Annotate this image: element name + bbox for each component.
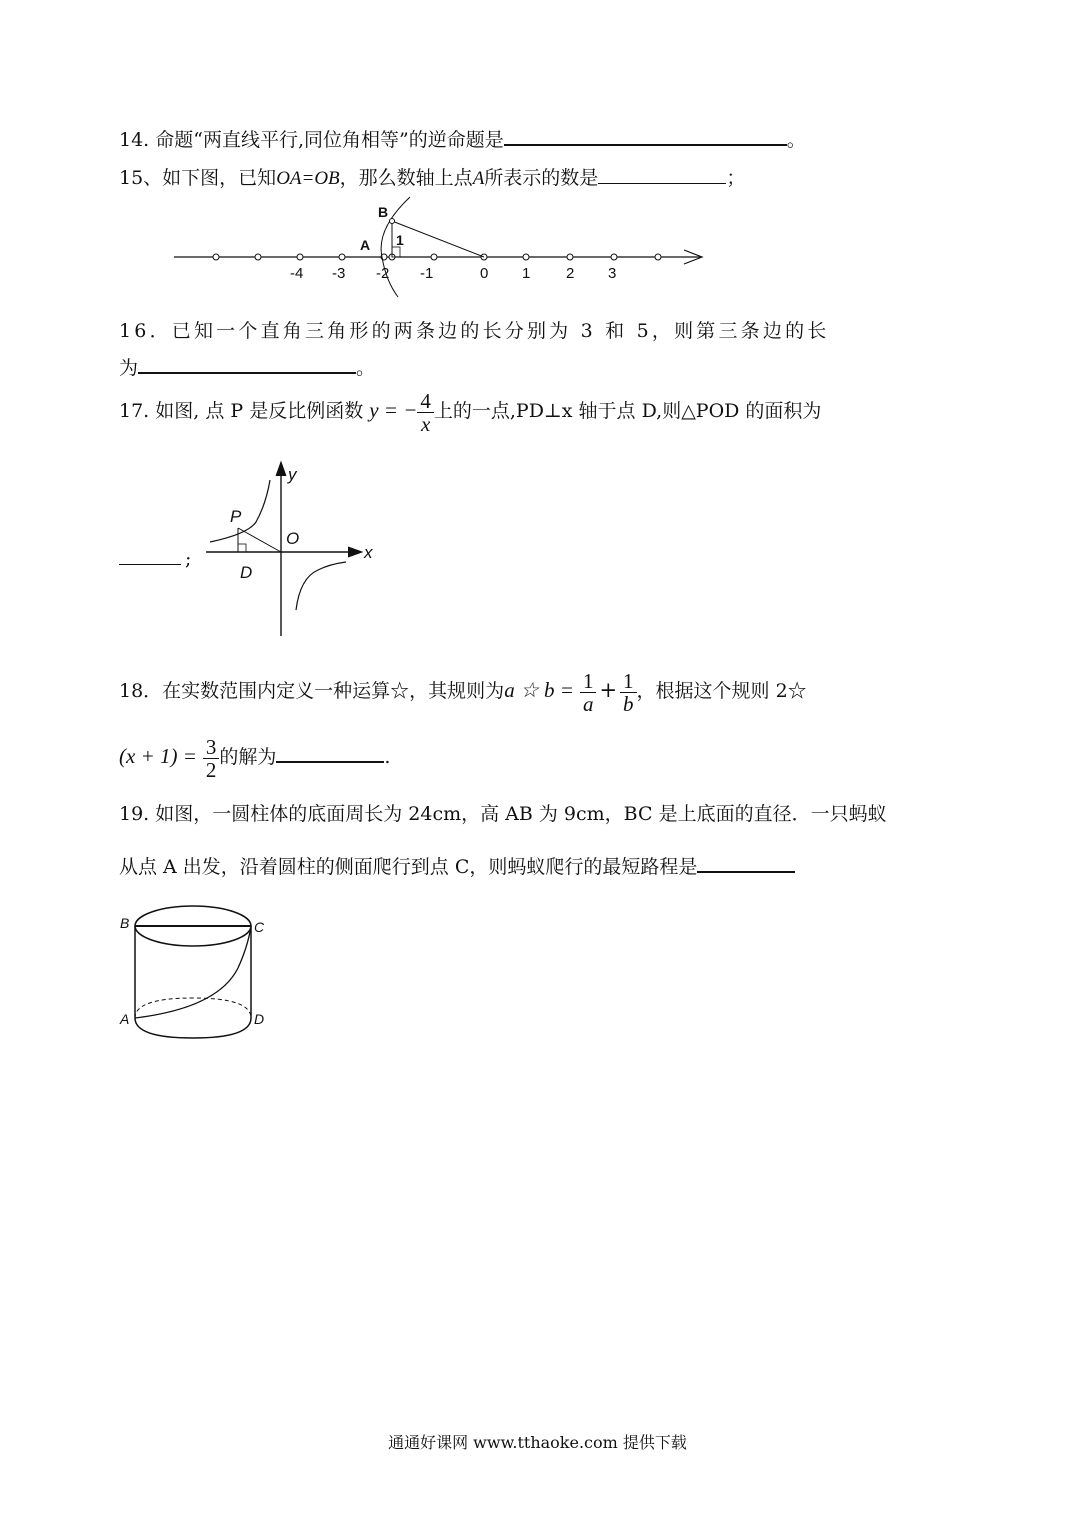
question-16-line1: 16．已知一个直角三角形的两条边的长分别为 3 和 5，则第三条边的长 xyxy=(119,320,830,342)
question-14 xyxy=(119,124,806,153)
label-D: D xyxy=(240,563,253,582)
fraction-numerator: 1 xyxy=(620,670,637,693)
question-19-cont xyxy=(119,851,795,880)
question-19-line1: 19. 如图，一圆柱体的底面周长为 24cm，高 AB 为 9cm，BC 是上底面的直径．一只蚂蚁 xyxy=(119,803,887,825)
question-15-end: ； xyxy=(726,167,746,189)
tick-label: -1 xyxy=(420,265,434,282)
question-18-line2-suffix: 的解为 xyxy=(219,746,277,768)
label-y: y xyxy=(288,465,297,484)
answer-blank-15 xyxy=(598,163,726,184)
question-19 xyxy=(119,801,887,827)
question-15 xyxy=(119,163,745,192)
question-15-prefix: 15、如下图，已知 xyxy=(119,167,277,189)
tick-label: 1 xyxy=(522,265,531,282)
question-19-line2: 从点 A 出发，沿着圆柱的侧面爬行到点 C，则蚂蚁爬行的最短路程是 xyxy=(119,856,698,878)
operation-lhs: a ☆ b = xyxy=(504,678,574,702)
fraction-numerator: 4 xyxy=(417,390,434,413)
label-D: D xyxy=(254,1011,265,1027)
bottom-front-arc xyxy=(135,1018,251,1038)
question-16 xyxy=(119,318,829,344)
question-18-suffix: ，根据这个规则 2☆ xyxy=(636,680,807,702)
point-B xyxy=(390,219,395,224)
label-O: O xyxy=(286,529,300,548)
fraction-3-over-2 xyxy=(203,736,220,781)
answer-blank-16 xyxy=(138,352,356,374)
question-16-line2: 为 xyxy=(119,357,139,379)
label-1: 1 xyxy=(396,232,404,248)
question-18-prefix: 18．在实数范围内定义一种运算☆，其规则为 xyxy=(119,680,505,702)
x-axis-arrow-icon xyxy=(348,547,362,557)
fraction-1-over-b xyxy=(620,670,637,715)
label-P: P xyxy=(230,507,242,526)
fraction-denominator: b xyxy=(623,691,634,716)
tick-label: 2 xyxy=(566,265,575,282)
label-B: B xyxy=(120,915,130,931)
segment-OB xyxy=(392,221,484,257)
question-17 xyxy=(119,384,821,437)
question-16-cont xyxy=(119,352,375,381)
equation-lhs: (x + 1) = xyxy=(119,744,197,768)
question-15-condition: OA=OB xyxy=(276,168,340,189)
answer-blank-19 xyxy=(697,851,795,873)
function-lhs: y = − xyxy=(369,398,418,422)
function-fraction xyxy=(417,390,434,435)
question-14-text: 14. 命题“两直线平行,同位角相等”的逆命题是 xyxy=(119,129,504,151)
fraction-denominator: x xyxy=(420,411,431,436)
fraction-numerator: 1 xyxy=(580,670,597,693)
tick-label: -4 xyxy=(290,265,304,282)
number-line-figure xyxy=(170,195,710,300)
answer-blank-17 xyxy=(119,544,181,565)
fraction-numerator: 3 xyxy=(203,736,220,759)
answer-blank-18 xyxy=(276,741,384,763)
y-axis-arrow-icon xyxy=(276,462,286,476)
cylinder-figure xyxy=(118,898,263,1038)
question-17-prefix: 17. 如图, 点 P 是反比例函数 xyxy=(119,400,364,422)
question-18-end: . xyxy=(384,746,391,768)
answer-blank-14 xyxy=(504,124,787,146)
tick-label: -3 xyxy=(332,265,346,282)
question-14-end: 。 xyxy=(786,129,806,151)
label-A: A xyxy=(360,237,371,253)
plus-sign: + xyxy=(599,678,618,702)
question-15-suffix: 所表示的数是 xyxy=(484,167,599,189)
tick-label: 0 xyxy=(480,265,489,282)
question-17-suffix: 上的一点,PD⊥x 轴于点 D,则△POD 的面积为 xyxy=(433,400,822,422)
question-16-end: 。 xyxy=(356,357,376,379)
question-17-answer xyxy=(119,544,191,572)
hyperbola-figure xyxy=(200,460,390,640)
hyperbola-branch-lower xyxy=(296,562,346,610)
question-18-cont xyxy=(119,730,390,783)
question-15-mid: ，那么数轴上点 xyxy=(339,167,473,189)
page-footer: 通通好课网 www.tthaoke.com 提供下载 xyxy=(388,1433,687,1452)
label-A: A xyxy=(120,1011,130,1027)
right-angle-mark xyxy=(238,544,246,552)
segment-PO xyxy=(238,528,281,552)
label-x: x xyxy=(364,543,373,562)
tick-label: 3 xyxy=(608,265,617,282)
fraction-1-over-a xyxy=(580,670,597,715)
question-17-answer-end: ; xyxy=(185,548,192,570)
tick-label: -2 xyxy=(376,265,390,282)
label-B: B xyxy=(378,204,389,220)
question-15-point: A xyxy=(472,168,485,189)
label-C: C xyxy=(254,919,265,935)
fraction-denominator: a xyxy=(582,691,594,716)
question-18 xyxy=(119,664,807,717)
fraction-denominator: 2 xyxy=(205,757,217,782)
